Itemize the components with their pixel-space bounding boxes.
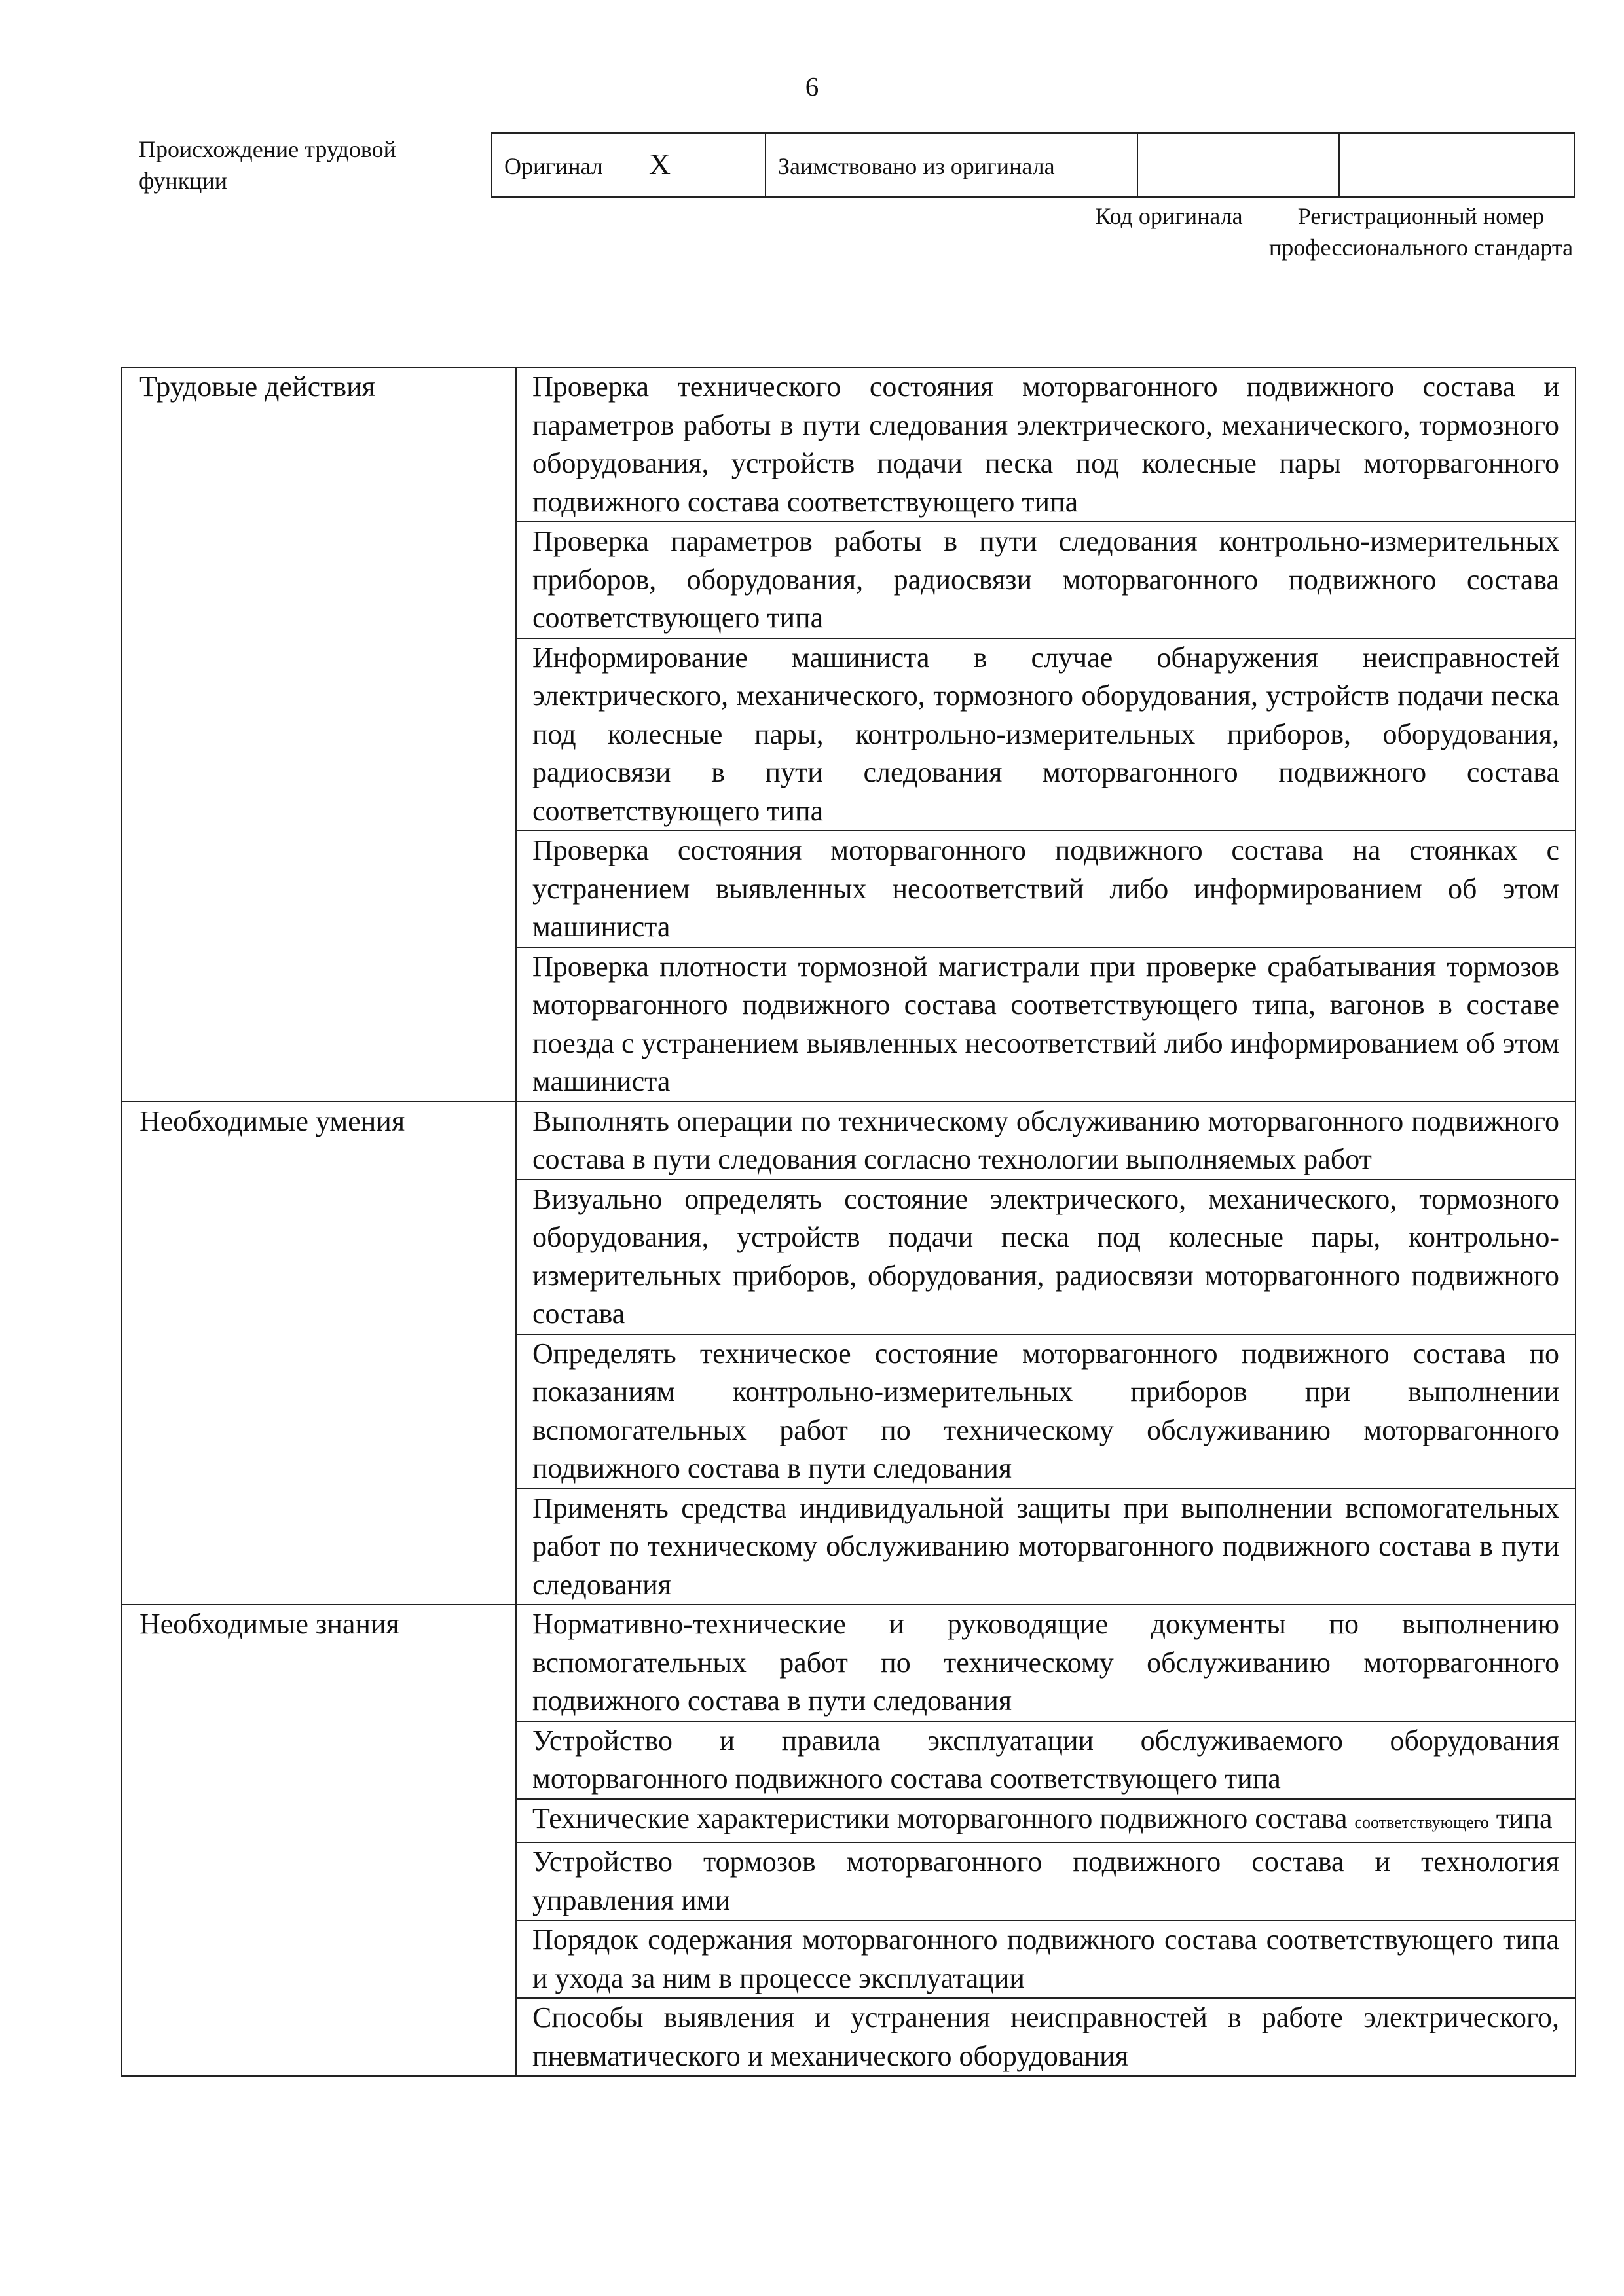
table-cell-item: Проверка состояния моторвагонного подвижного состава на стоянках с устранением выявленных несоответствий либо информированием об этом машиниста xyxy=(516,831,1576,947)
caption-reg: Регистрационный номер профессионального стандарта xyxy=(1268,203,1574,261)
table-row xyxy=(122,1605,1576,1721)
table-cell-item xyxy=(516,1799,1576,1843)
section-title-skills: Необходимые умения xyxy=(122,1102,516,1605)
section-title-actions: Трудовые действия xyxy=(122,367,516,1102)
table-cell-item: Выполнять операции по техническому обслуживанию моторвагонного подвижного состава в пути следования согласно технологии выполняемых работ xyxy=(516,1102,1576,1180)
table-cell-item: Проверка технического состояния моторвагонного подвижного состава и параметров работы в пути следования электрического, механического, тормозного оборудования, устройств подачи песка под колесные пары моторвагонного подвижного состава соответствующего типа xyxy=(516,367,1576,522)
page-number: 6 xyxy=(805,71,819,101)
labor-function-table xyxy=(121,367,1576,2077)
table-cell-item: Определять техническое состояние моторвагонного подвижного состава по показаниям контрольно-измерительных приборов при выполнении вспомогательных работ по техническому обслуживанию моторвагонного подвижного состава в пути следования xyxy=(516,1334,1576,1489)
table-cell-item: Применять средства индивидуальной защиты при выполнении вспомогательных работ по техническому обслуживанию моторвагонного подвижного состава в пути следования xyxy=(516,1489,1576,1605)
origin-label: Происхождение трудовой функции xyxy=(139,136,396,194)
table-cell-item: Проверка параметров работы в пути следования контрольно-измерительных приборов, оборудования, радиосвязи моторвагонного подвижного состава соответствующего типа xyxy=(516,522,1576,638)
item-small-word: соответствующего xyxy=(1354,1812,1489,1832)
table-cell-item: Проверка плотности тормозной магистрали при проверке срабатывания тормозов моторвагонного подвижного состава соответствующего типа, вагонов в составе поезда с устранением выявленных несоответствий либо информированием об этом машиниста xyxy=(516,947,1576,1102)
table-cell-item: Информирование машиниста в случае обнаружения неисправностей электрического, механического, тормозного оборудования, устройств подачи песка под колесные пары, контрольно-измерительных приборов, оборудования, радиосвязи в пути следования моторвагонного подвижного состава соответствующего типа xyxy=(516,638,1576,831)
item-tail-word: типа xyxy=(1496,1802,1553,1834)
table-cell-item: Устройство тормозов моторвагонного подвижного состава и технология управления ими xyxy=(516,1842,1576,1920)
borrowed-label: Заимствовано из оригинала xyxy=(766,133,1137,197)
origin-table xyxy=(491,132,1575,198)
table-row xyxy=(122,367,1576,522)
caption-code: Код оригинала xyxy=(1095,203,1243,229)
original-mark: X xyxy=(648,147,671,181)
original-label: Оригинал xyxy=(504,153,603,179)
table-cell-item: Способы выявления и устранения неисправностей в работе электрического, пневматического и механического оборудования xyxy=(516,1998,1576,2076)
table-cell-item: Визуально определять состояние электрического, механического, тормозного оборудования, устройств подачи песка под колесные пары, контрольно-измерительных приборов, оборудования, радиосвязи моторвагонного подвижного состава xyxy=(516,1180,1576,1334)
original-cell xyxy=(492,133,766,197)
table-cell-item: Порядок содержания моторвагонного подвижного состава соответствующего типа и ухода за ним в процессе эксплуатации xyxy=(516,1920,1576,1998)
code-value-cell xyxy=(1137,133,1339,197)
reg-value-cell xyxy=(1339,133,1574,197)
table-cell-item: Нормативно-технические и руководящие документы по выполнению вспомогательных работ по техническому обслуживанию моторвагонного подвижного состава в пути следования xyxy=(516,1605,1576,1721)
section-title-knowledge: Необходимые знания xyxy=(122,1605,516,2076)
item-text: Технические характеристики моторвагонного подвижного состава xyxy=(532,1802,1348,1834)
table-cell-item: Устройство и правила эксплуатации обслуживаемого оборудования моторвагонного подвижного состава соответствующего типа xyxy=(516,1721,1576,1799)
table-row xyxy=(122,1102,1576,1180)
